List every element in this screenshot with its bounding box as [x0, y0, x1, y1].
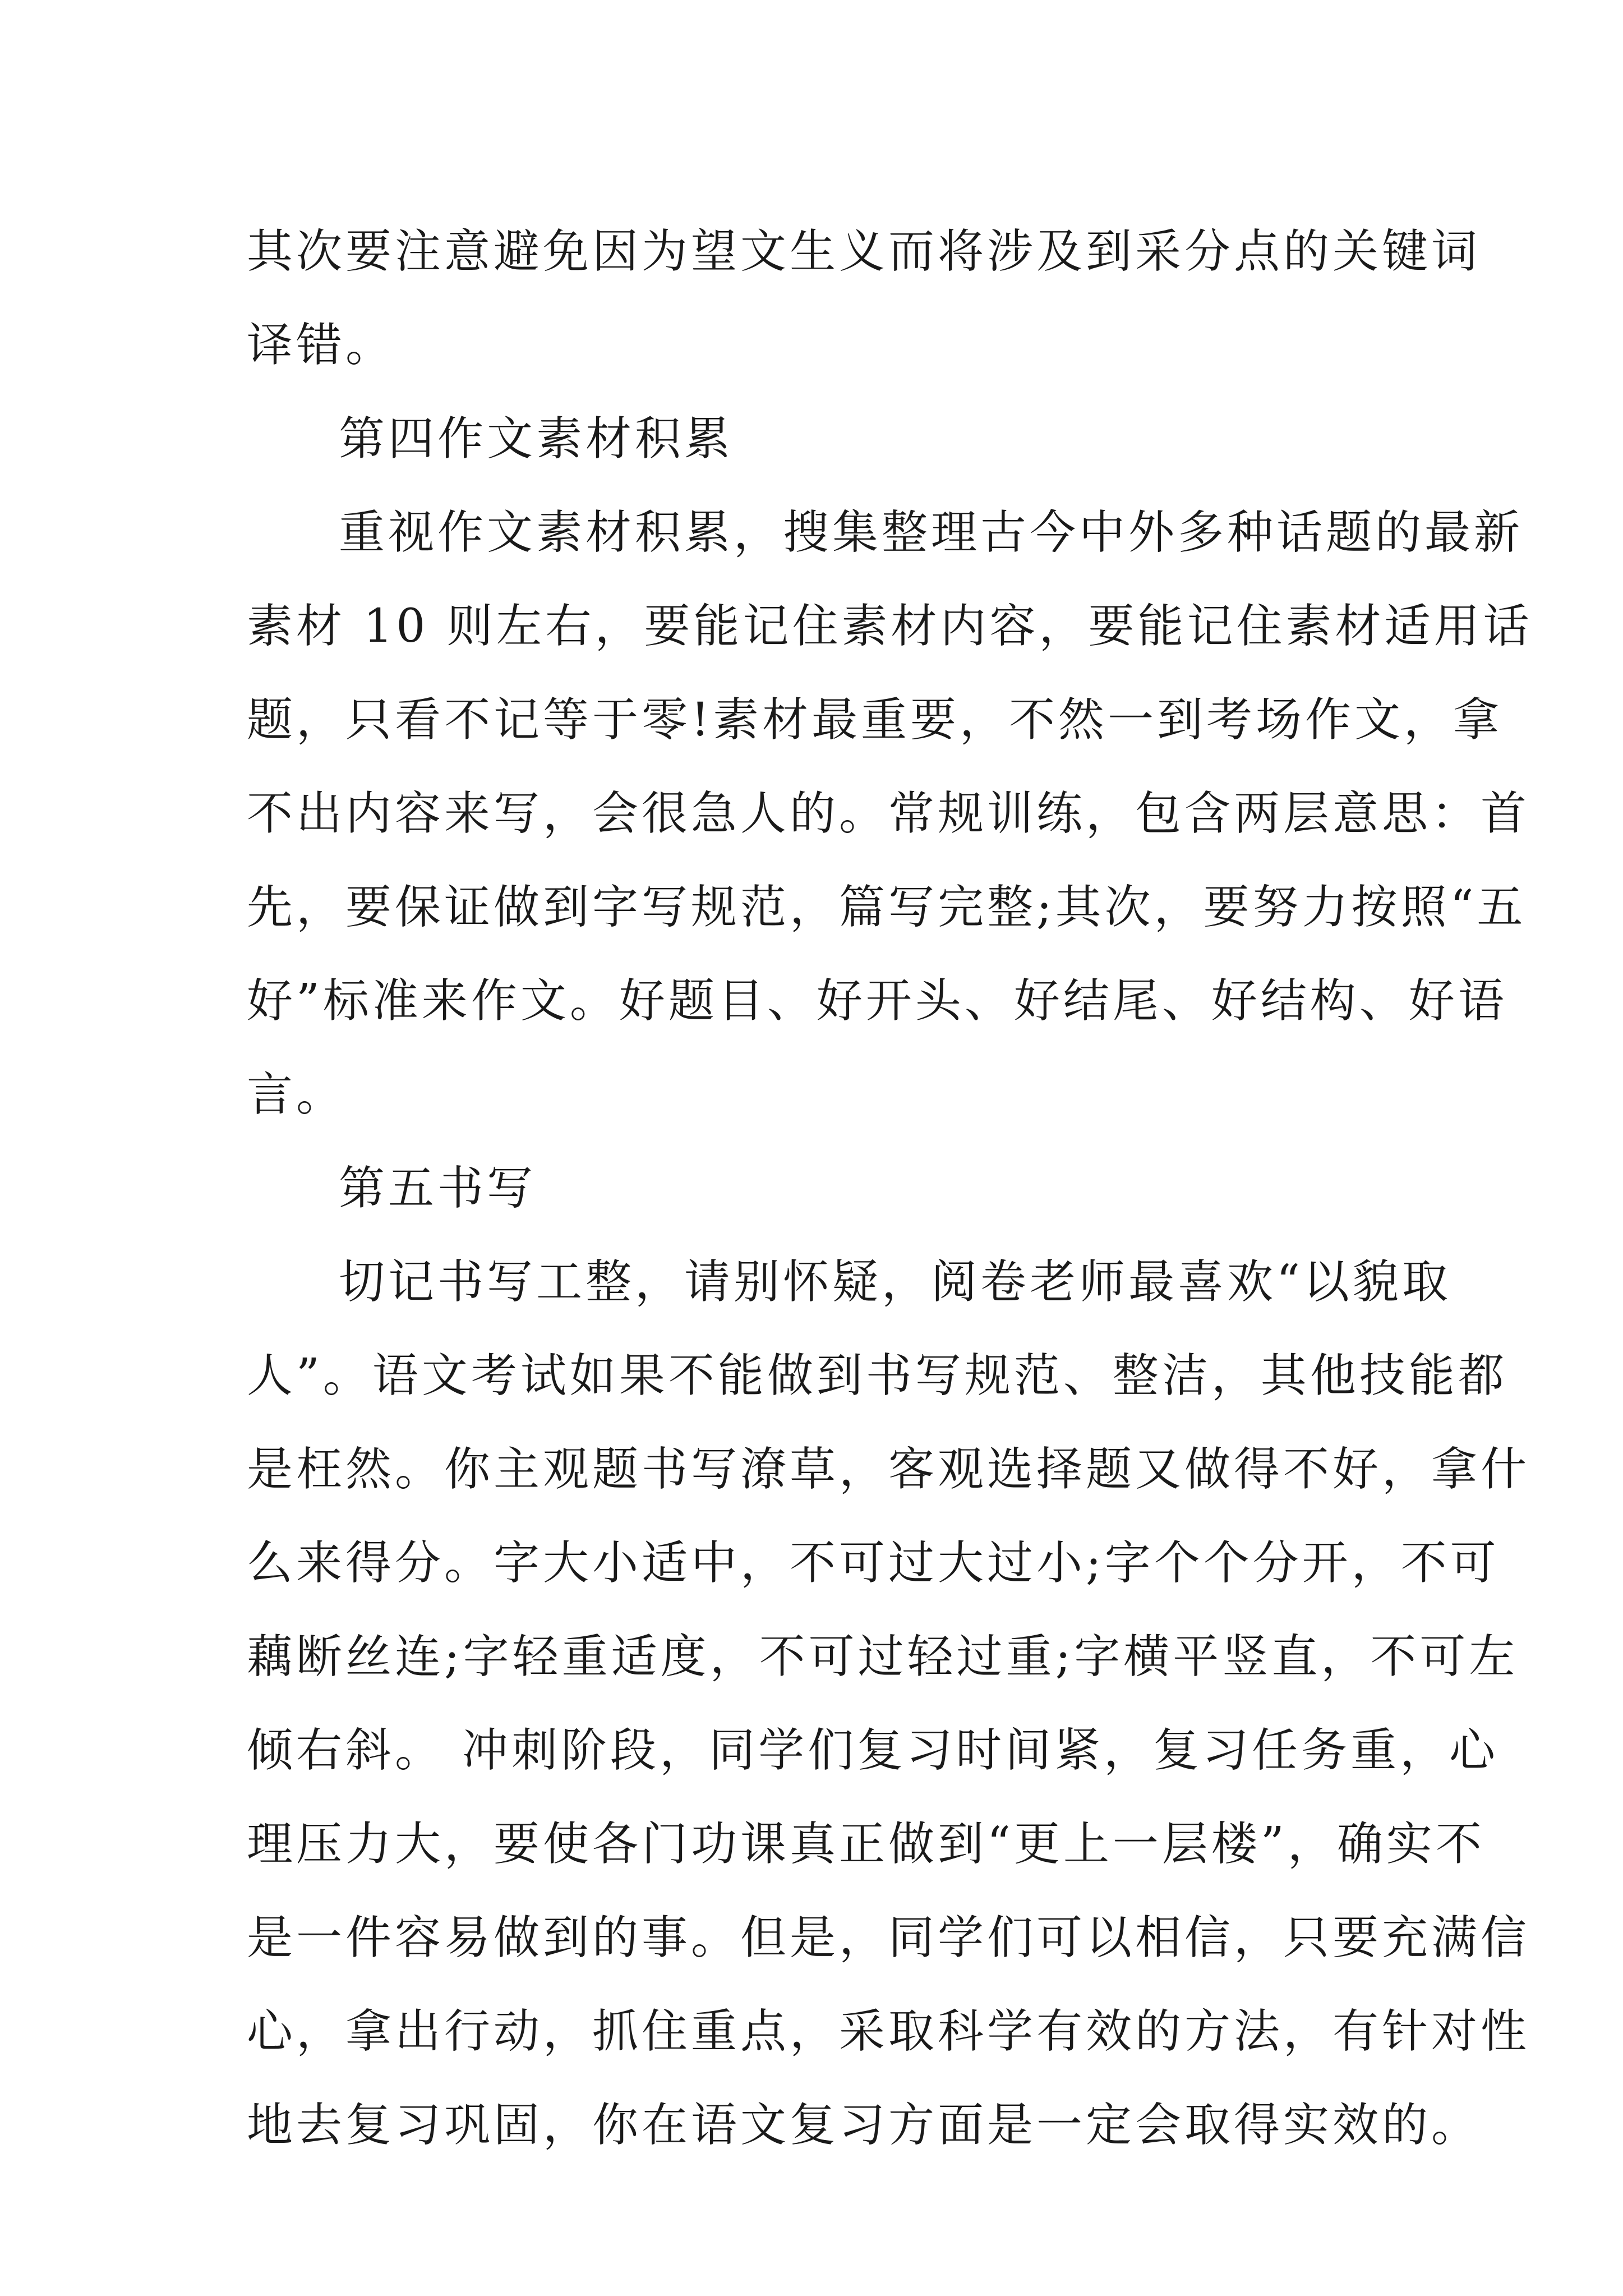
paragraph-line: 其次要注意避免因为望文生义而将涉及到采分点的关键词 — [247, 225, 1481, 278]
paragraph-line: 重视作文素材积累，搜集整理古今中外多种话题的最新 — [339, 506, 1524, 559]
document-body — [247, 205, 1533, 2172]
paragraph-line: 好”标准来作文。好题目、好开头、好结尾、好结构、好语 — [247, 974, 1507, 1028]
paragraph-line: 译错。 — [247, 319, 395, 372]
paragraph-line: 心，拿出行动，抓住重点，采取科学有效的方法，有针对性 — [247, 2005, 1530, 2058]
paragraph-line: 地去复习巩固，你在语文复习方面是一定会取得实效的。 — [247, 2099, 1481, 2152]
paragraph-line: 素材 10 则左右，要能记住素材内容，要能记住素材适用话 — [247, 600, 1533, 653]
paragraph-line: 么来得分。字大小适中，不可过大过小;字个个分开，不可 — [247, 1536, 1500, 1590]
paragraph-line: 题，只看不记等于零!素材最重要，不然一到考场作文，拿 — [247, 693, 1502, 747]
paragraph-line: 藕断丝连;字轻重适度，不可过轻过重;字横平竖直，不可左 — [247, 1630, 1519, 1683]
section-heading: 第五书写 — [339, 1162, 537, 1215]
paragraph-line: 不出内容来写，会很急人的。常规训练，包含两层意思：首 — [247, 787, 1530, 840]
paragraph-line: 先，要保证做到字写规范，篇写完整;其次，要努力按照“五 — [247, 881, 1527, 934]
section-heading: 第四作文素材积累 — [339, 412, 734, 466]
paragraph-line: 是枉然。你主观题书写潦草，客观选择题又做得不好，拿什 — [247, 1443, 1530, 1496]
paragraph-line: 理压力大，要使各门功课真正做到“更上一层楼”，确实不 — [247, 1818, 1485, 1871]
paragraph-line: 是一件容易做到的事。但是，同学们可以相信，只要充满信 — [247, 1911, 1530, 1964]
paragraph-line: 切记书写工整，请别怀疑，阅卷老师最喜欢“以貌取 — [339, 1255, 1451, 1309]
paragraph-line: 倾右斜。 冲刺阶段，同学们复习时间紧，复习任务重，心 — [247, 1724, 1499, 1777]
paragraph-line: 言。 — [247, 1068, 346, 1121]
paragraph-line: 人”。语文考试如果不能做到书写规范、整洁，其他技能都 — [247, 1349, 1507, 1402]
